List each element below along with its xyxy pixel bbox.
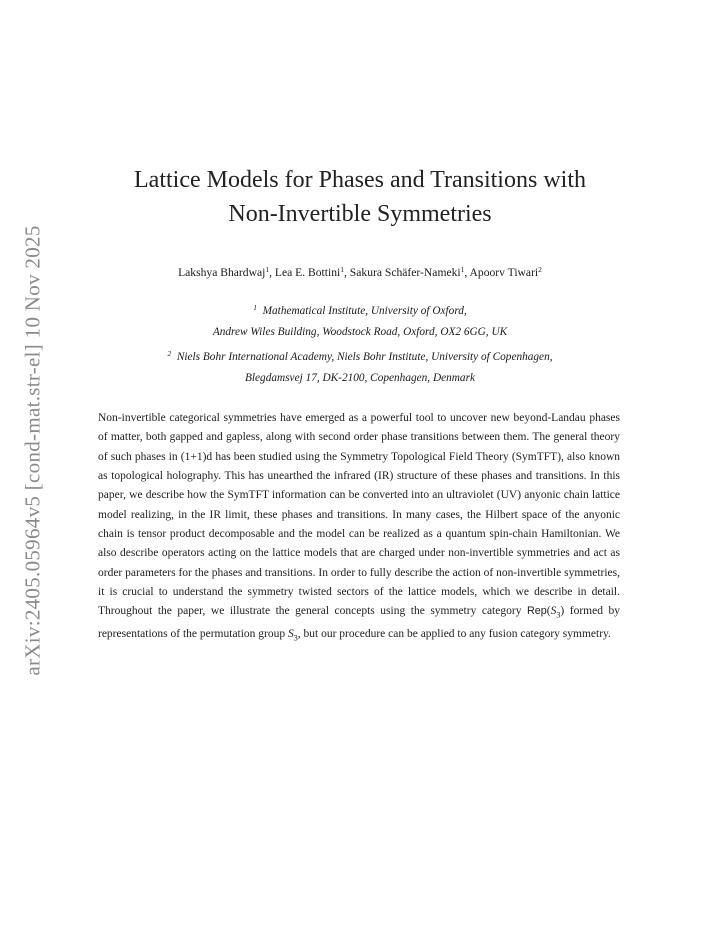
title-line-2: Non-Invertible Symmetries [228, 201, 492, 227]
author-list [100, 262, 620, 281]
abstract: Non-invertible categorical symmetries have emerged as a powerful tool to uncover new beyond-Landau phases of matter, both gapped and gapless, along with second order phase transitions between them. The general theory of such phases in (1+1)d has been studied using the Symmetry Topological Field Theory (SymTFT), also known as topological holography. This has unearthed the infrared (IR) structure of these phases and transitions. In this paper, we describe how the SymTFT information can be converted into an ultraviolet (UV) anyonic chain lattice model realizing, in the IR limit, these phases and transitions. In many cases, the Hilbert space of the anyonic chain is tensor product decomposable and the model can be realized as a quantum spin-chain Hamiltonian. We also describe operators acting on the lattice models that are charged under non-invertible symmetries and act as order parameters for the phases and transitions. In order to fully describe the action of non-invertible symmetries, it is crucial to understand the symmetry twisted sectors of the lattice models, which we describe in detail. Throughout the paper, we illustrate the general concepts using the symmetry category $Rep(S_3)$ formed by representations of the permutation group $S_3$, but our procedure can be applied to any fusion category symmetry. [98, 412, 621, 643]
affiliation-1-line-1 [100, 297, 620, 322]
affiliation-text: Mathematical Institute, University of Oxford, [262, 305, 467, 317]
group-symbol-inline [288, 628, 298, 643]
arxiv-identifier-text: arXiv:2405.05964v5 [cond-mat.str-el] 10 Nov 2025 [20, 224, 45, 676]
group-subscript: 3 [556, 610, 561, 620]
abstract-middle: formed by representations of the permutation group [98, 605, 621, 641]
affiliation-block [100, 297, 620, 389]
group-letter: S [288, 628, 294, 641]
author-separator: , [344, 266, 350, 279]
arxiv-identifier-stamp [16, 215, 50, 685]
author-affiliation-mark: 1 [460, 265, 465, 274]
affiliation-mark: 1 [253, 303, 257, 312]
author-name: Sakura Schäfer-Nameki [349, 266, 461, 279]
rep-symbol: Rep [526, 605, 547, 618]
affiliation-2-line-1 [100, 343, 620, 368]
abstract-body: Non-invertible categorical symmetries have emerged as a powerful tool to uncover new beyond-Landau phases of matter, both gapped and gapless, along with second order phase transitions between them. The general theory of such phases in (1+1)d has been studied using the Symmetry Topological Field Theory (SymTFT), also known as topological holography. This has unearthed the infrared (IR) structure of these phases and transitions. In this paper, we describe how the SymTFT information can be converted into an ultraviolet (UV) anyonic chain lattice model realizing, in the IR limit, these phases and transitions. In many cases, the Hilbert space of the anyonic chain is tensor product decomposable and the model can be realized as a quantum spin-chain Hamiltonian. We also describe operators acting on the lattice models that are charged under non-invertible symmetries and act as order parameters for the phases and transitions. In order to fully describe the action of non-invertible symmetries, it is crucial to understand the symmetry twisted sectors of the lattice models, which we describe in detail. Throughout the paper, we illustrate the general concepts using the symmetry category [98, 412, 620, 618]
author-name: Lea E. Bottini [274, 266, 341, 279]
author-affiliation-mark: 1 [340, 265, 344, 274]
group-subscript: 3 [293, 633, 298, 643]
author-separator: , [464, 266, 470, 279]
affiliation-2-line-2: Blegdamsvej 17, DK-2100, Copenhagen, Denmark [245, 372, 475, 384]
paper-title [100, 163, 620, 231]
author-separator: , [269, 266, 275, 279]
author-affiliation-mark: 1 [265, 265, 270, 274]
affiliation-mark: 2 [167, 349, 172, 358]
group-symbol [550, 605, 561, 620]
affiliation-text: Niels Bohr International Academy, Niels Bohr Institute, University of Copenhagen, [176, 351, 553, 363]
affiliation-1-line-2: Andrew Wiles Building, Woodstock Road, Oxford, OX2 6GG, UK [212, 326, 508, 338]
author-name: Lakshya Bhardwaj [178, 266, 266, 279]
abstract-end: , but our procedure can be applied to any fusion category symmetry. [297, 628, 611, 641]
author-name: Apoorv Tiwari [469, 266, 539, 279]
title-line-1: Lattice Models for Phases and Transitions with [134, 167, 586, 193]
author-affiliation-mark: 2 [538, 265, 542, 274]
group-letter: S [550, 605, 557, 618]
